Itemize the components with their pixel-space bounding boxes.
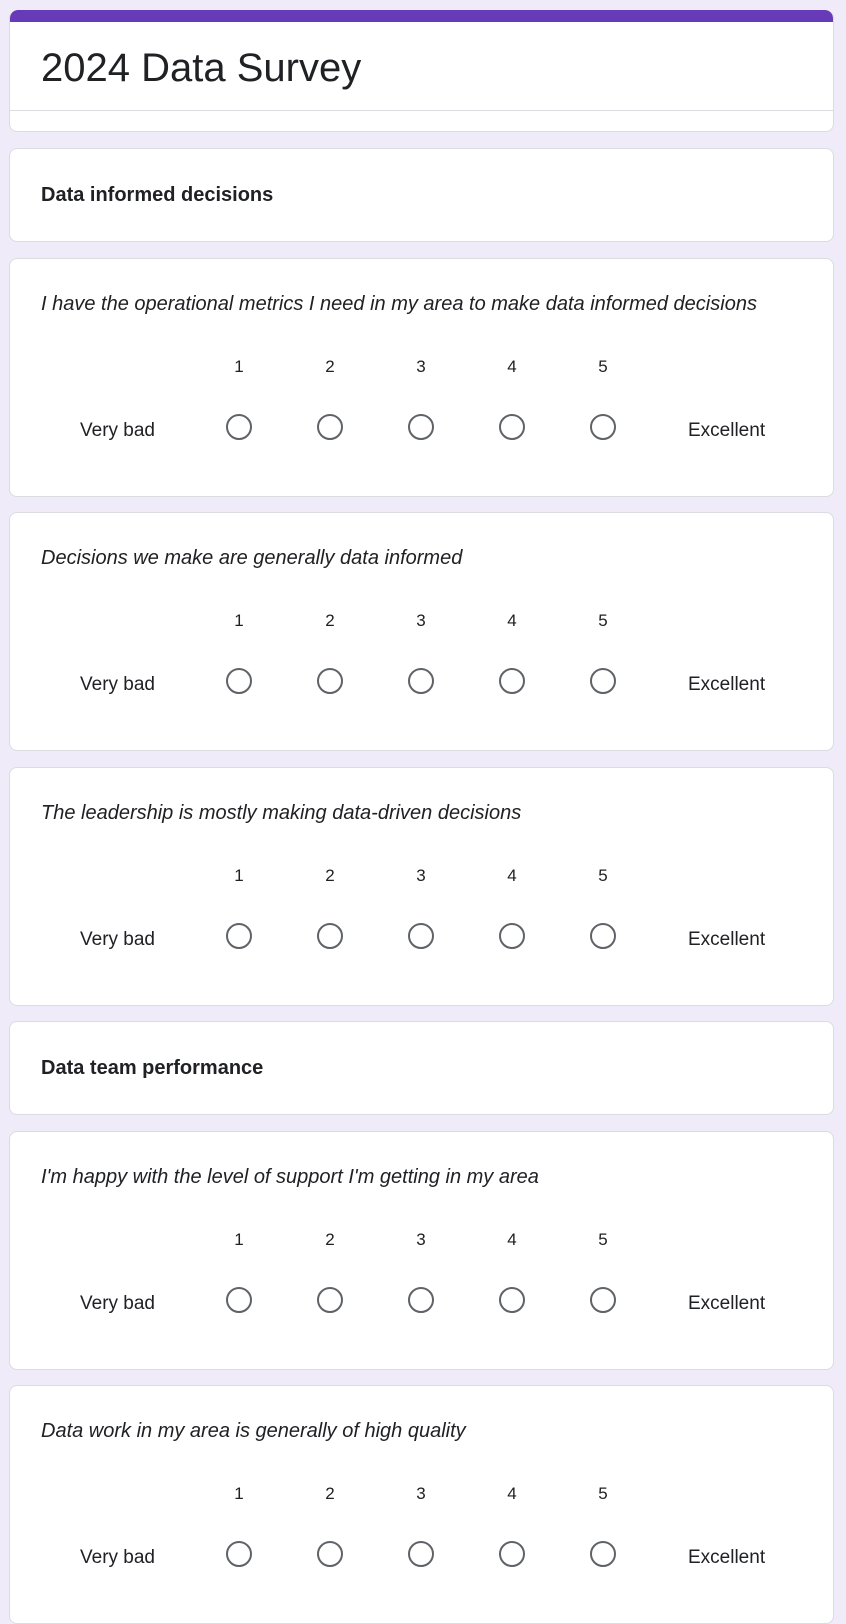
scale-low-label: Very bad — [80, 1293, 155, 1314]
scale-number-2: 2 — [325, 1230, 335, 1249]
radio-option-5[interactable] — [590, 923, 616, 949]
scale-number-3: 3 — [416, 611, 426, 630]
question-card — [9, 258, 834, 497]
radio-option-3[interactable] — [408, 414, 434, 440]
radio-option-1[interactable] — [226, 1287, 252, 1313]
radio-option-5[interactable] — [590, 1287, 616, 1313]
question-card — [9, 512, 834, 751]
scale-number-3: 3 — [416, 1230, 426, 1249]
radio-option-1[interactable] — [226, 1541, 252, 1567]
radio-option-2[interactable] — [317, 1287, 343, 1313]
scale-number-4: 4 — [507, 357, 517, 376]
radio-option-3[interactable] — [408, 668, 434, 694]
radio-option-1[interactable] — [226, 668, 252, 694]
scale-low-label: Very bad — [80, 420, 155, 441]
section-header-data-team-performance — [9, 1021, 834, 1115]
scale-number-3: 3 — [416, 866, 426, 885]
scale-number-5: 5 — [598, 866, 608, 885]
radio-option-1[interactable] — [226, 414, 252, 440]
section-header-data-informed-decisions — [9, 148, 834, 242]
radio-option-4[interactable] — [499, 414, 525, 440]
section-title: Data informed decisions — [41, 184, 274, 206]
question-card — [9, 767, 834, 1006]
scale-number-1: 1 — [234, 866, 244, 885]
section-title: Data team performance — [41, 1057, 264, 1079]
radio-option-2[interactable] — [317, 414, 343, 440]
scale-number-2: 2 — [325, 611, 335, 630]
scale-number-4: 4 — [507, 1484, 517, 1503]
scale-low-label: Very bad — [80, 929, 155, 950]
radio-option-5[interactable] — [590, 1541, 616, 1567]
form-title-card — [9, 10, 834, 132]
scale-number-5: 5 — [598, 1230, 608, 1249]
scale-number-3: 3 — [416, 357, 426, 376]
question-text: I have the operational metrics I need in my area to make data informed decisions — [41, 293, 757, 315]
radio-option-1[interactable] — [226, 923, 252, 949]
header-accent-bar — [10, 10, 833, 22]
scale-number-4: 4 — [507, 1230, 517, 1249]
scale-number-2: 2 — [325, 1484, 335, 1503]
radio-option-3[interactable] — [408, 1287, 434, 1313]
scale-number-2: 2 — [325, 357, 335, 376]
radio-option-3[interactable] — [408, 923, 434, 949]
scale-number-4: 4 — [507, 611, 517, 630]
scale-number-5: 5 — [598, 611, 608, 630]
question-text: Decisions we make are generally data informed — [41, 547, 463, 569]
question-text: The leadership is mostly making data-driven decisions — [41, 802, 522, 824]
scale-low-label: Very bad — [80, 1547, 155, 1568]
question-text: I'm happy with the level of support I'm getting in my area — [41, 1166, 539, 1188]
question-text: Data work in my area is generally of high quality — [41, 1420, 466, 1442]
scale-low-label: Very bad — [80, 674, 155, 695]
radio-option-3[interactable] — [408, 1541, 434, 1567]
scale-number-3: 3 — [416, 1484, 426, 1503]
scale-high-label: Excellent — [688, 420, 766, 441]
scale-number-5: 5 — [598, 1484, 608, 1503]
radio-option-2[interactable] — [317, 923, 343, 949]
scale-high-label: Excellent — [688, 1293, 766, 1314]
question-card — [9, 1131, 834, 1370]
title-divider — [10, 110, 833, 111]
scale-high-label: Excellent — [688, 674, 766, 695]
radio-option-4[interactable] — [499, 668, 525, 694]
scale-high-label: Excellent — [688, 929, 766, 950]
scale-high-label: Excellent — [688, 1547, 766, 1568]
radio-option-5[interactable] — [590, 668, 616, 694]
scale-number-1: 1 — [234, 357, 244, 376]
radio-option-4[interactable] — [499, 1287, 525, 1313]
radio-option-2[interactable] — [317, 1541, 343, 1567]
scale-number-4: 4 — [507, 866, 517, 885]
radio-option-2[interactable] — [317, 668, 343, 694]
radio-option-4[interactable] — [499, 923, 525, 949]
scale-number-1: 1 — [234, 1484, 244, 1503]
form-title: 2024 Data Survey — [41, 46, 362, 90]
question-card — [9, 1385, 834, 1624]
scale-number-1: 1 — [234, 611, 244, 630]
radio-option-5[interactable] — [590, 414, 616, 440]
radio-option-4[interactable] — [499, 1541, 525, 1567]
scale-number-2: 2 — [325, 866, 335, 885]
scale-number-1: 1 — [234, 1230, 244, 1249]
scale-number-5: 5 — [598, 357, 608, 376]
